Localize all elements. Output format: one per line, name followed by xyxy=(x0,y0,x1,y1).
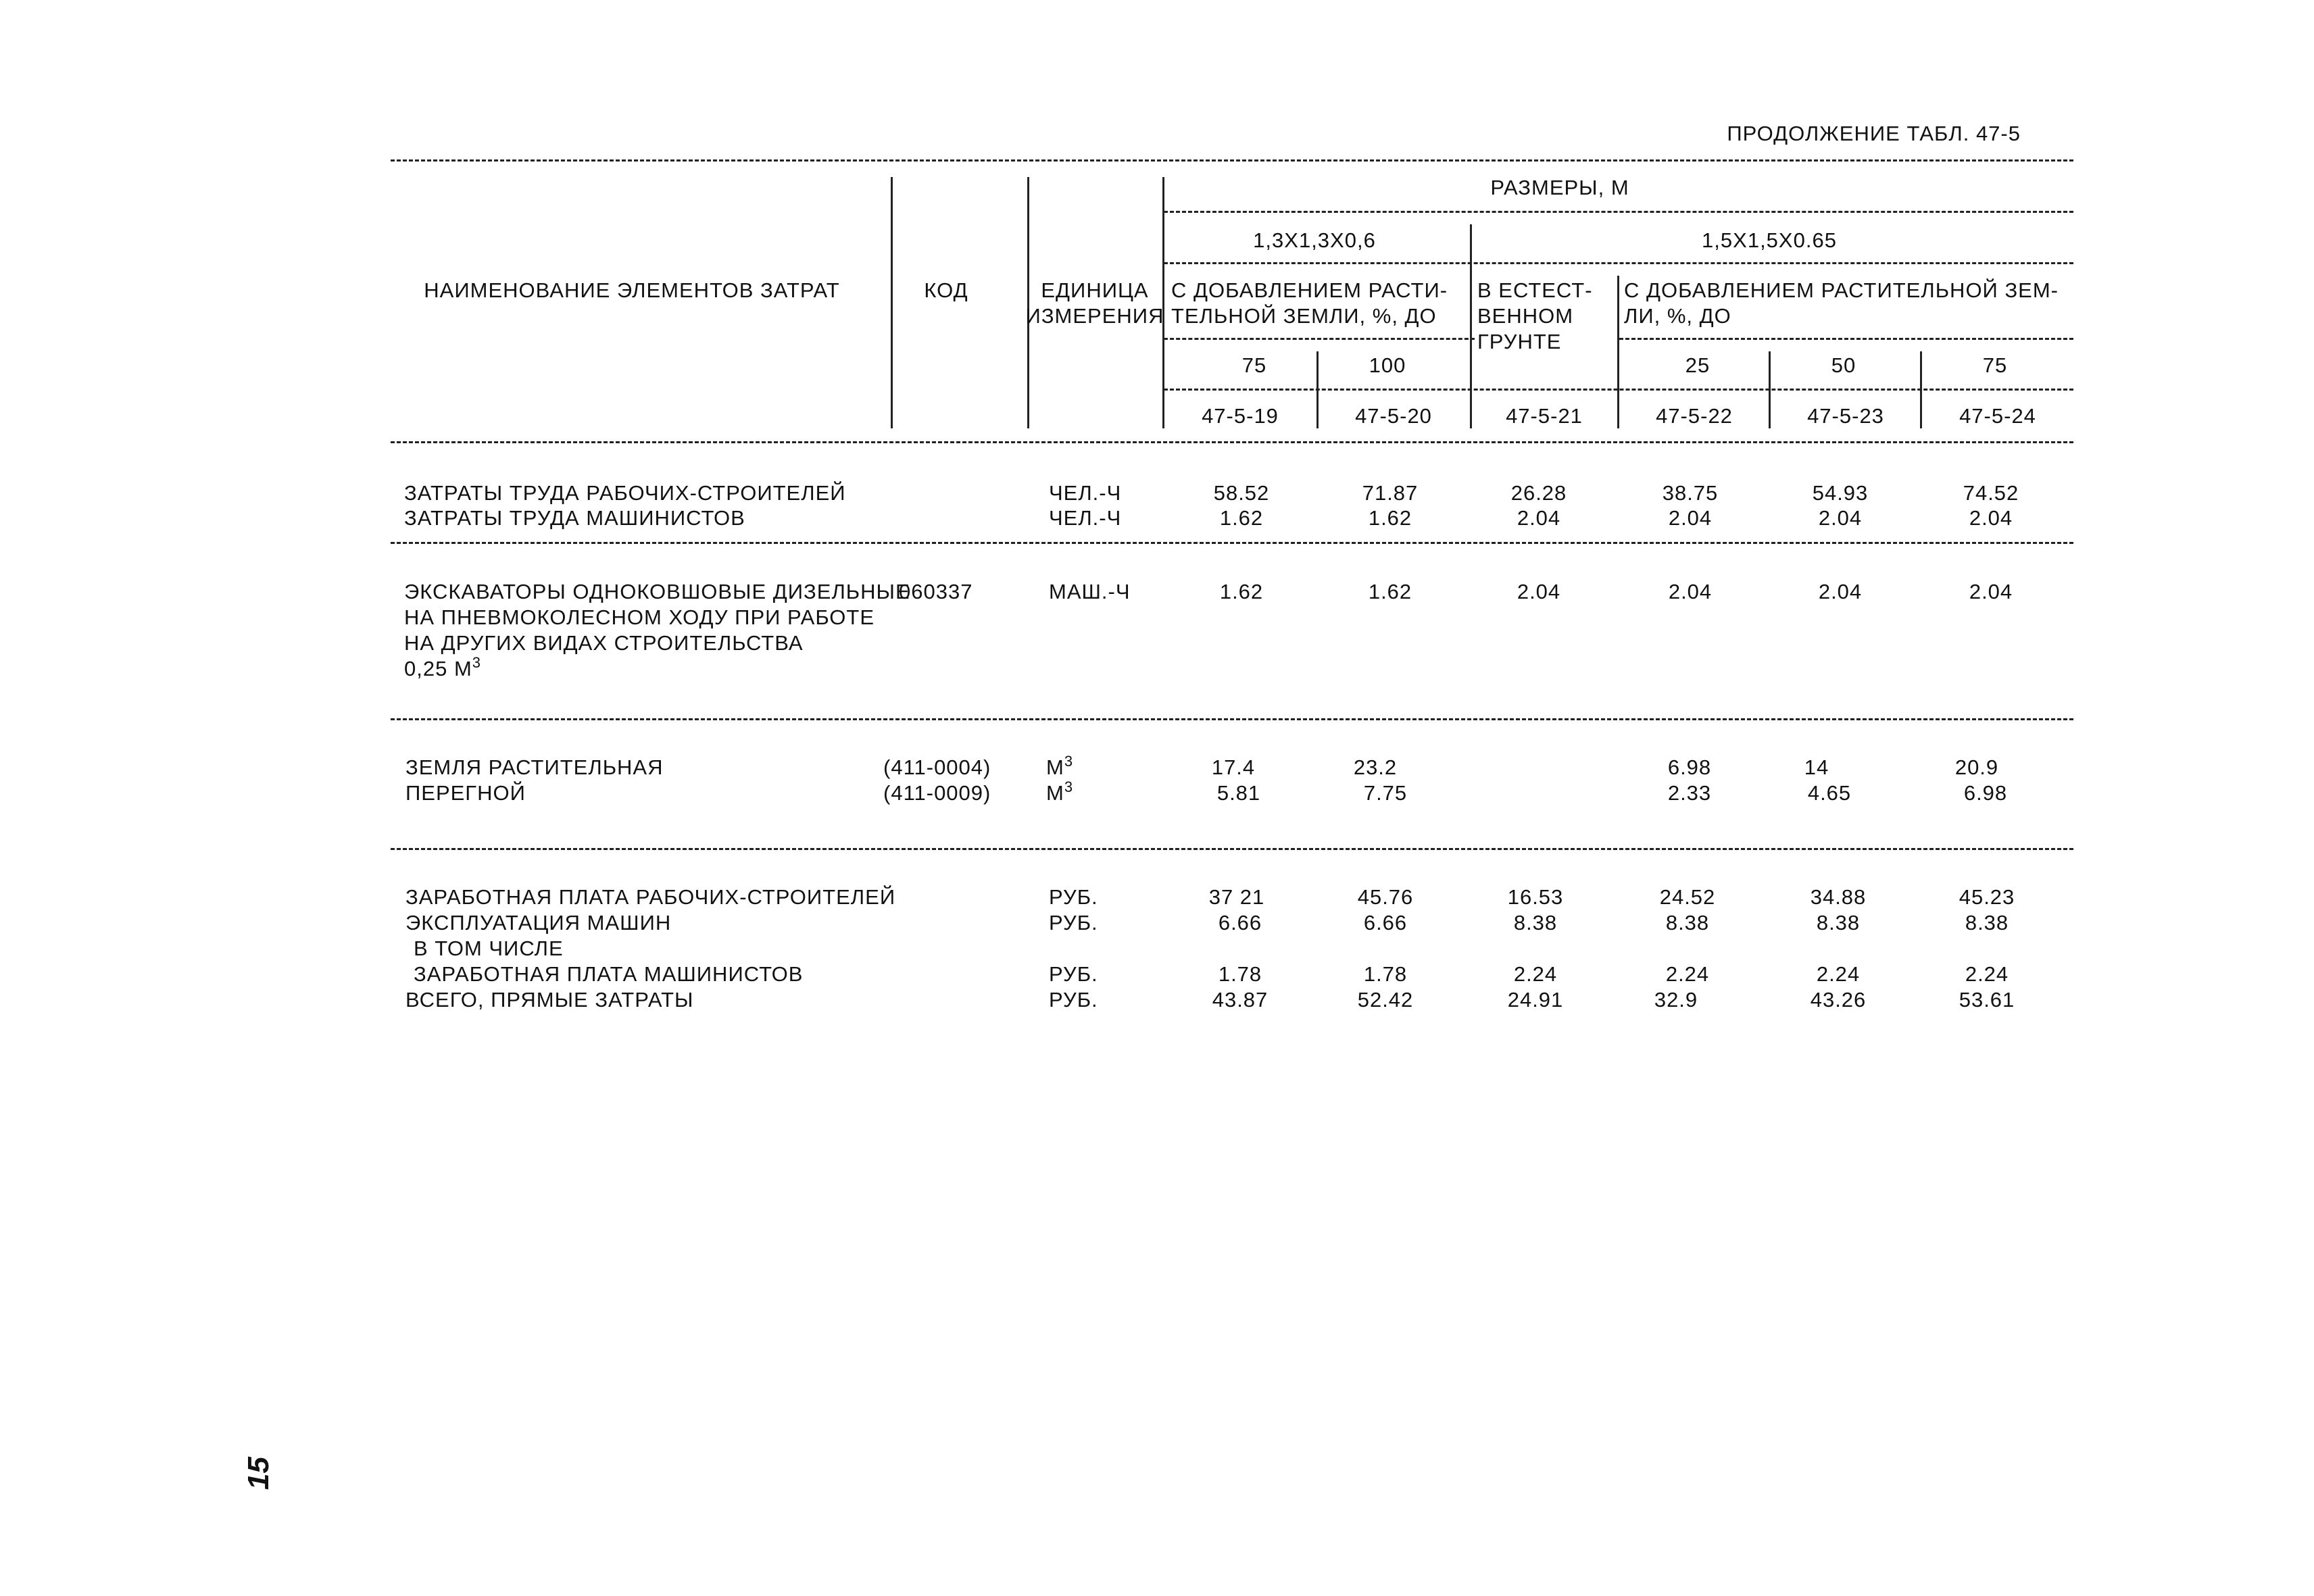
vline-size-split xyxy=(1470,224,1472,428)
row-unit: РУБ. xyxy=(1049,911,1098,934)
row-value: 45.23 xyxy=(1959,885,2015,909)
rule-pct2 xyxy=(1619,338,2073,340)
vline-name xyxy=(891,177,893,428)
header-natural-line2: ВЕННОМ xyxy=(1477,304,1574,328)
row-value: 2.04 xyxy=(1668,506,1713,530)
header-name: НАИМЕНОВАНИЕ ЭЛЕМЕНТОВ ЗАТРАТ xyxy=(424,278,840,302)
header-unit-line2: ИЗМЕРЕНИЯ xyxy=(1025,304,1164,328)
row-value: 1.78 xyxy=(1218,962,1262,986)
vline-code xyxy=(1027,177,1029,428)
header-pct: 100 xyxy=(1369,353,1406,377)
header-add1-line1: С ДОБАВЛЕНИЕМ РАСТИ- xyxy=(1171,278,1448,302)
row-name: В ТОМ ЧИСЛЕ xyxy=(414,937,564,960)
header-pct: 50 xyxy=(1831,353,1856,377)
header-natural-line1: В ЕСТЕСТ- xyxy=(1477,278,1593,302)
vline-c1 xyxy=(1316,351,1319,428)
row-value: 7.75 xyxy=(1363,781,1408,805)
rule-after-labor xyxy=(391,542,2073,544)
row-value: 2.33 xyxy=(1667,781,1712,805)
row-value: 14 xyxy=(1804,755,1829,779)
header-add2-line2: ЛИ, %, ДО xyxy=(1624,304,1731,328)
header-size1: 1,3X1,3X0,6 xyxy=(1253,228,1376,252)
row-value: 16.53 xyxy=(1507,885,1564,909)
row-unit: ЧЕЛ.-Ч xyxy=(1049,506,1122,530)
row-name: ЗЕМЛЯ РАСТИТЕЛЬНАЯ xyxy=(405,755,664,779)
rule-after-materials xyxy=(391,848,2073,850)
row-unit: $М^3$ xyxy=(1046,778,1074,805)
header-add2-line1: С ДОБАВЛЕНИЕМ РАСТИТЕЛЬНОЙ ЗЕМ- xyxy=(1624,278,2059,302)
header-norm-code: 47-5-20 xyxy=(1355,404,1432,428)
header-norm-code: 47-5-24 xyxy=(1959,404,2036,428)
row-unit: $М^3$ xyxy=(1046,753,1074,779)
row-value: 32.9 xyxy=(1654,988,1698,1012)
row-value: 8.38 xyxy=(1513,911,1558,934)
page-number: 15 xyxy=(242,1457,275,1490)
header-pct: 25 xyxy=(1685,353,1710,377)
row-name: ЗАРАБОТНАЯ ПЛАТА МАШИНИСТОВ xyxy=(414,962,804,986)
row-value: 2.04 xyxy=(1969,580,2013,603)
row-value: 2.04 xyxy=(1517,506,1561,530)
row-value: 1.62 xyxy=(1368,506,1412,530)
header-norm-code: 47-5-21 xyxy=(1506,404,1583,428)
row-name: НА ПНЕВМОКОЛЕСНОМ ХОДУ ПРИ РАБОТЕ xyxy=(404,605,875,629)
row-value: 58.52 xyxy=(1213,481,1270,505)
row-value: 52.42 xyxy=(1357,988,1414,1012)
row-value: 2.04 xyxy=(1818,506,1863,530)
row-code: 060337 xyxy=(899,580,973,603)
row-unit: РУБ. xyxy=(1049,885,1098,909)
row-value: 8.38 xyxy=(1965,911,2009,934)
row-name: НА ДРУГИХ ВИДАХ СТРОИТЕЛЬСТВА xyxy=(404,631,804,655)
row-value: 8.38 xyxy=(1665,911,1710,934)
row-value: 23.2 xyxy=(1353,755,1398,779)
row-value: 2.04 xyxy=(1969,506,2013,530)
row-value: 2.04 xyxy=(1668,580,1713,603)
rule-header-bottom xyxy=(391,441,2073,443)
row-value: 34.88 xyxy=(1810,885,1867,909)
row-value: 2.24 xyxy=(1665,962,1710,986)
row-value: 1.62 xyxy=(1219,580,1264,603)
row-value: 74.52 xyxy=(1963,481,2019,505)
row-value: 24.91 xyxy=(1507,988,1564,1012)
row-unit: РУБ. xyxy=(1049,962,1098,986)
row-name: ЭКСКАВАТОРЫ ОДНОКОВШОВЫЕ ДИЗЕЛЬНЫЕ xyxy=(404,580,910,603)
row-unit: МАШ.-Ч xyxy=(1049,580,1131,603)
row-value: 1.78 xyxy=(1363,962,1408,986)
row-name: ЗАРАБОТНАЯ ПЛАТА РАБОЧИХ-СТРОИТЕЛЕЙ xyxy=(405,885,896,909)
row-name: ЗАТРАТЫ ТРУДА РАБОЧИХ-СТРОИТЕЛЕЙ xyxy=(404,481,846,505)
rule-sizes xyxy=(1164,211,2073,213)
row-name: ПЕРЕГНОЙ xyxy=(405,781,526,805)
row-name: 0,25 $М^3$ xyxy=(404,654,482,680)
header-pct: 75 xyxy=(1982,353,2008,377)
row-value: 6.98 xyxy=(1963,781,2008,805)
table-continuation-title: ПРОДОЛЖЕНИЕ ТАБЛ. 47-5 xyxy=(1727,122,2021,145)
row-value: 2.04 xyxy=(1517,580,1561,603)
header-size2: 1,5X1,5X0.65 xyxy=(1702,228,1837,252)
row-value: 71.87 xyxy=(1362,481,1419,505)
row-value: 6.66 xyxy=(1218,911,1262,934)
header-add1-line2: ТЕЛЬНОЙ ЗЕМЛИ, %, ДО xyxy=(1171,304,1437,328)
header-pct: 75 xyxy=(1241,353,1267,377)
row-value: 6.98 xyxy=(1667,755,1712,779)
row-code: (411-0004) xyxy=(883,755,991,779)
row-unit: РУБ. xyxy=(1049,988,1098,1012)
row-value: 2.24 xyxy=(1513,962,1558,986)
row-value: 20.9 xyxy=(1954,755,1999,779)
row-value: 4.65 xyxy=(1807,781,1852,805)
row-value: 1.62 xyxy=(1368,580,1412,603)
row-value: 1.62 xyxy=(1219,506,1264,530)
row-value: 24.52 xyxy=(1659,885,1716,909)
header-code: КОД xyxy=(924,278,968,302)
row-value: 43.26 xyxy=(1810,988,1867,1012)
row-unit: ЧЕЛ.-Ч xyxy=(1049,481,1122,505)
row-value: 5.81 xyxy=(1216,781,1261,805)
row-name: ЭКСПЛУАТАЦИЯ МАШИН xyxy=(405,911,672,934)
row-value: 26.28 xyxy=(1510,481,1567,505)
header-unit-line1: ЕДИНИЦА xyxy=(1041,278,1149,302)
row-value: 38.75 xyxy=(1662,481,1719,505)
header-sizes: РАЗМЕРЫ, М xyxy=(1490,176,1629,199)
vline-c5 xyxy=(1920,351,1922,428)
row-name: ЗАТРАТЫ ТРУДА МАШИНИСТОВ xyxy=(404,506,745,530)
header-natural-line3: ГРУНТЕ xyxy=(1477,330,1562,353)
row-value: 43.87 xyxy=(1212,988,1269,1012)
row-value: 8.38 xyxy=(1816,911,1861,934)
rule-after-machine xyxy=(391,718,2073,720)
row-code: (411-0009) xyxy=(883,781,991,805)
row-value: 2.24 xyxy=(1816,962,1861,986)
row-value: 45.76 xyxy=(1357,885,1414,909)
row-value: 17.4 xyxy=(1211,755,1256,779)
row-name: ВСЕГО, ПРЯМЫЕ ЗАТРАТЫ xyxy=(405,988,694,1012)
header-norm-code: 47-5-19 xyxy=(1202,404,1279,428)
row-value: 2.04 xyxy=(1818,580,1863,603)
row-value: 53.61 xyxy=(1959,988,2015,1012)
header-norm-code: 47-5-22 xyxy=(1656,404,1733,428)
row-value: 6.66 xyxy=(1363,911,1408,934)
vline-unit xyxy=(1162,177,1164,428)
header-norm-code: 47-5-23 xyxy=(1807,404,1884,428)
rule-size-groups xyxy=(1164,262,2073,264)
row-value: 2.24 xyxy=(1965,962,2009,986)
rule-pct1 xyxy=(1164,338,1475,340)
rule-top xyxy=(391,159,2073,161)
row-value: 54.93 xyxy=(1812,481,1869,505)
vline-add2 xyxy=(1617,276,1619,428)
row-value: 37 21 xyxy=(1208,885,1265,909)
vline-c4 xyxy=(1769,351,1771,428)
